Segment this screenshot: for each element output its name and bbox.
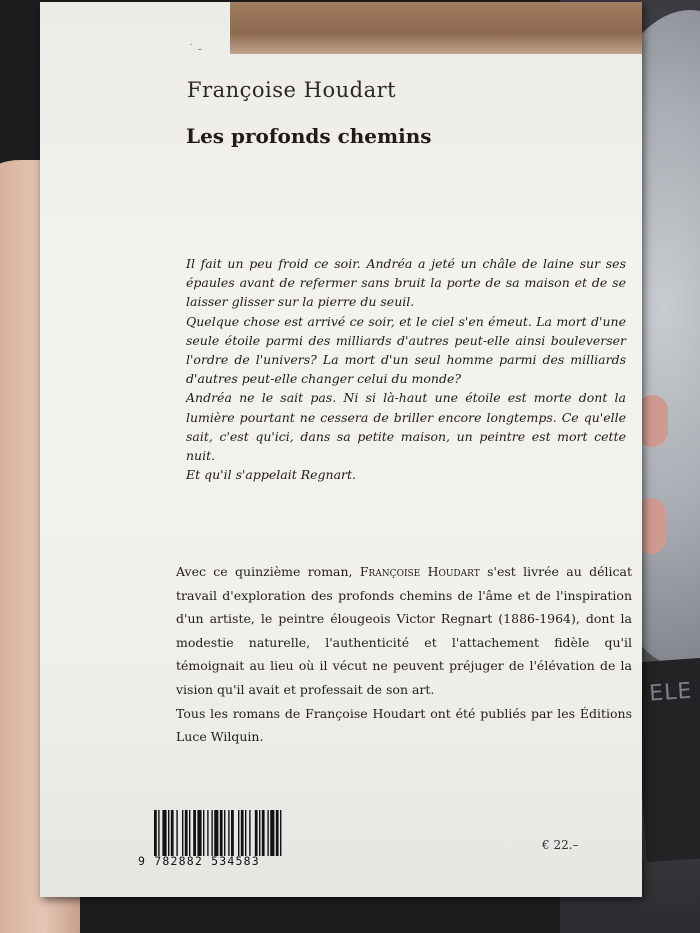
blurb-intro: Avec ce quinzième roman, [176,564,353,579]
barcode-bar [207,810,208,856]
barcode-bar [185,810,188,856]
barcode-bar [158,810,159,856]
pencil-mark: ˙ - [188,42,202,56]
barcode-bar [245,810,246,856]
barcode-bar [262,810,265,856]
excerpt-paragraph: Andréa ne le sait pas. Ni si là-haut une étoile est morte dont la lumière pourtant ne cessera de briller encore longtemps. Ce qu'elle sait, c'est qu'ici, dans sa petite maison, un peintre est mort cette nuit. [186,390,626,464]
excerpt-text [186,254,626,484]
barcode-bar [211,810,212,856]
excerpt-paragraph: Quelque chose est arrivé ce soir, et le ciel s'en émeut. La mort d'une seule étoile parmi des milliards d'autres peut-elle ainsi bouleverser l'ordre de l'univers? La mort d'un seul homme parmi des milliards d'autres peut-elle changer celui du monde? [186,313,626,387]
isbn-number: 9 782882 534583 [138,854,260,868]
price: € 22.– [542,838,579,852]
barcode-bar [197,810,201,856]
book-title: Les profonds chemins [186,124,432,148]
barcode-bar [270,810,274,856]
barcode-bar [238,810,239,856]
blurb-closing: Tous les romans de Françoise Houdart ont été publiés par les Éditions Luce Wilquin. [176,705,632,745]
barcode-bar [280,810,281,856]
blurb-text [176,560,632,749]
barcode-bar [182,810,183,856]
barcode-bar [162,810,166,856]
excerpt-paragraph: Il fait un peu froid ce soir. Andréa a jeté un châle de laine sur ses épaules avant de refermer sans bruit la porte de sa maison et de se laisser glisser sur la pierre du seuil. [186,256,626,310]
blurb-author-caps: Françoise Houdart [359,564,480,579]
barcode-bar [255,810,258,856]
cover-content [40,2,642,897]
excerpt-paragraph: Et qu'il s'appelait Regnart. [186,467,357,483]
book-back-cover [40,2,642,897]
blurb-body: s'est livrée au délicat travail d'exploration des profonds chemins de l'âme et de l'inspiration d'un artiste, le peintre élougeois Victor Regnart (1886-1964), dont la modestie naturelle, l'authenticité et l'attachement fidèle qu'il témoignait au lieu où il vécut ne peuvent préjuger de l'élévation de la vision qu'il avait et professait de son art. [176,564,632,697]
barcode-bar [276,810,279,856]
barcode-bar [224,810,225,856]
barcode-bars [150,810,350,856]
author-name: Françoise Houdart [187,78,397,102]
barcode-bar [193,810,196,856]
barcode-bar [249,810,250,856]
barcode-bar [214,810,218,856]
barcode-bar [171,810,174,856]
barcode-bar [228,810,229,856]
barcode-bar [241,810,244,856]
barcode-bar [267,810,268,856]
barcode-bar [154,810,157,856]
barcode-bar [168,810,169,856]
barcode-bar [220,810,223,856]
barcode-bar [189,810,190,856]
barcode-bar [259,810,260,856]
barcode-bar [231,810,234,856]
barcode-bar [176,810,177,856]
background-book-spine-text: ELE [648,678,694,707]
blurb-paragraph [176,560,632,702]
barcode-bar [203,810,204,856]
